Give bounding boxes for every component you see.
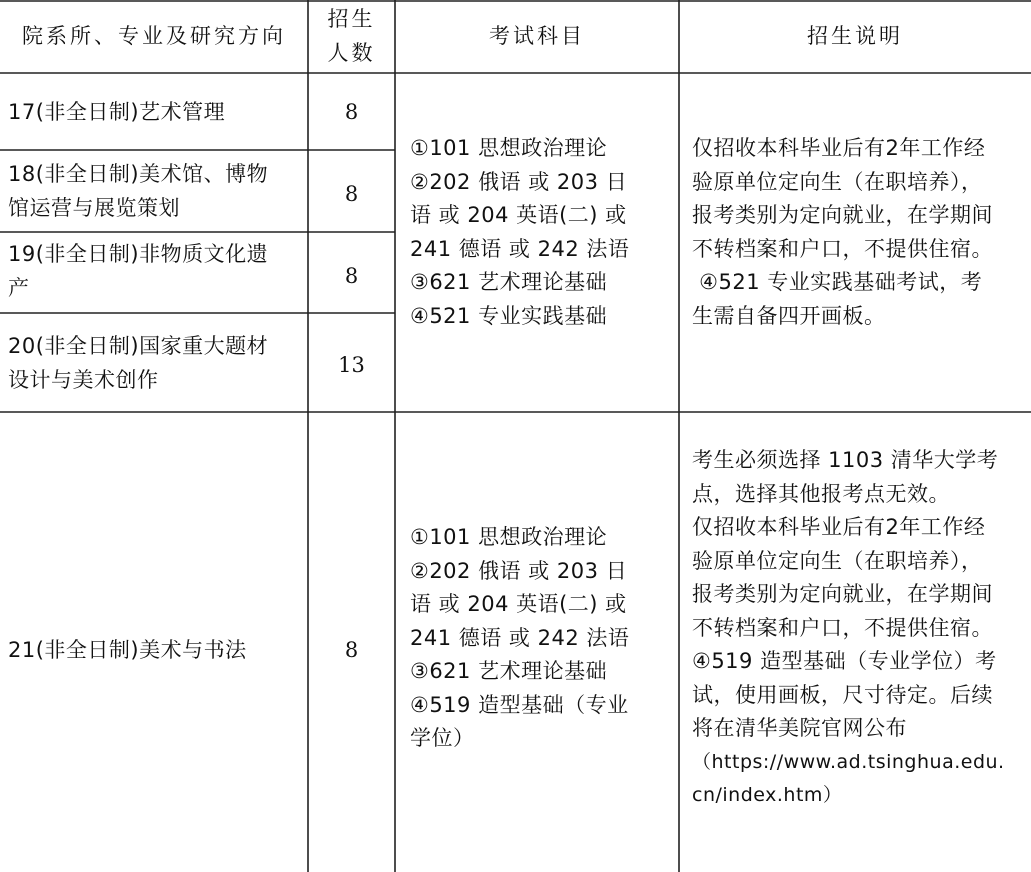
note-line: 点，选择其他报考点无效。 bbox=[692, 481, 950, 506]
enrollment-count-21: 8 bbox=[344, 638, 359, 662]
note-line: 生需自备四开画板。 bbox=[692, 303, 886, 328]
admission-notes-group1 bbox=[692, 132, 1027, 333]
note-line: 验原单位定向生（在职培养）， bbox=[692, 548, 983, 573]
note-link-line: cn/index.htm） bbox=[692, 784, 843, 806]
enrollment-count-17: 8 bbox=[344, 100, 359, 124]
exam-subject-line: 学位） bbox=[410, 726, 475, 750]
exam-subject-line: ①101 思想政治理论 bbox=[410, 136, 608, 160]
exam-subject-line: 241 德语 或 242 法语 bbox=[410, 236, 630, 261]
program-name-line: 馆运营与展览策划 bbox=[8, 195, 180, 220]
note-line: 考生必须选择 1103 清华大学考 bbox=[692, 448, 999, 472]
note-line: 不转档案和户口，不提供住宿。 bbox=[692, 615, 993, 640]
exam-subject-line: ②202 俄语 或 203 日 bbox=[410, 558, 628, 583]
program-name-18 bbox=[8, 158, 303, 225]
program-name-line: 产 bbox=[8, 275, 30, 300]
note-line: 仅招收本科毕业后有2年工作经 bbox=[692, 515, 986, 539]
program-name-line: 21(非全日制)美术与书法 bbox=[8, 638, 247, 662]
program-name-21 bbox=[8, 634, 303, 668]
exam-subject-line: ②202 俄语 或 203 日 bbox=[410, 169, 628, 194]
note-line: 报考类别为定向就业，在学期间 bbox=[692, 203, 993, 227]
exam-subject-line: ①101 思想政治理论 bbox=[410, 525, 608, 549]
header-department: 院系所、专业及研究方向 bbox=[22, 24, 286, 48]
enrollment-count-19: 8 bbox=[344, 264, 359, 288]
note-line: 不转档案和户口，不提供住宿。 bbox=[692, 236, 993, 261]
header-admission-notes: 招生说明 bbox=[807, 24, 903, 48]
note-line: 仅招收本科毕业后有2年工作经 bbox=[692, 136, 986, 160]
exam-subject-line: 语 或 204 英语(二) 或 bbox=[410, 203, 627, 227]
exam-subject-line: ③621 艺术理论基础 bbox=[410, 659, 608, 683]
note-line: 验原单位定向生（在职培养）， bbox=[692, 169, 983, 194]
program-name-line: 20(非全日制)国家重大题材 bbox=[8, 334, 269, 358]
exam-subject-line: 241 德语 或 242 法语 bbox=[410, 625, 630, 650]
header-enrollment-line2: 人数 bbox=[327, 41, 376, 65]
header-enrollment bbox=[308, 2, 395, 70]
header-enrollment-line1: 招生 bbox=[327, 7, 376, 31]
program-name-line: 设计与美术创作 bbox=[8, 367, 159, 392]
exam-subject-line: ④519 造型基础（专业 bbox=[410, 692, 629, 717]
program-name-line: 19(非全日制)非物质文化遗 bbox=[8, 242, 269, 266]
exam-subject-line: ④521 专业实践基础 bbox=[410, 303, 608, 328]
admission-notes-group2 bbox=[692, 444, 1029, 813]
exam-subject-line: 语 或 204 英语(二) 或 bbox=[410, 592, 627, 616]
note-line: ④521 专业实践基础考试，考 bbox=[692, 270, 983, 294]
program-name-line: 17(非全日制)艺术管理 bbox=[8, 100, 226, 124]
program-name-line: 18(非全日制)美术馆、博物 bbox=[8, 162, 269, 186]
exam-subjects-group1 bbox=[410, 132, 672, 333]
exam-subject-line: ③621 艺术理论基础 bbox=[410, 270, 608, 294]
note-line: 试，使用画板，尺寸待定。后续 bbox=[692, 682, 993, 707]
program-name-17 bbox=[8, 96, 303, 130]
program-name-19 bbox=[8, 238, 303, 305]
enrollment-count-20: 13 bbox=[338, 353, 365, 377]
header-exam-subjects: 考试科目 bbox=[489, 24, 585, 48]
enrollment-count-18: 8 bbox=[344, 182, 359, 206]
note-link-line: （https://www.ad.tsinghua.edu. bbox=[692, 750, 1005, 773]
note-line: 报考类别为定向就业，在学期间 bbox=[692, 582, 993, 606]
note-line: 将在清华美院官网公布 bbox=[692, 716, 907, 740]
program-name-20 bbox=[8, 330, 303, 397]
note-line: ④519 造型基础（专业学位）考 bbox=[692, 649, 997, 673]
exam-subjects-group2 bbox=[410, 521, 672, 756]
